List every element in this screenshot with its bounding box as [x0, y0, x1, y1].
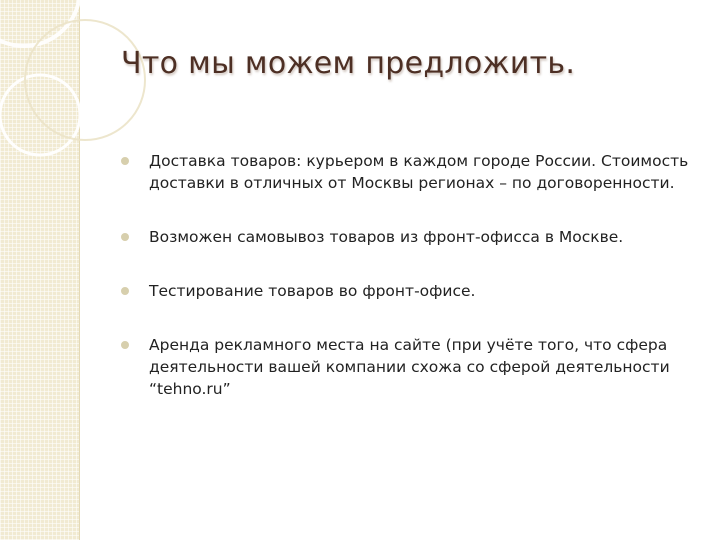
- slide-title: Что мы можем предложить.: [121, 46, 576, 81]
- bullet-text: Тестирование товаров во фронт-офисе.: [149, 282, 476, 300]
- bullet-dot-icon: [121, 287, 129, 295]
- bullet-text: Возможен самовывоз товаров из фронт-офисса в Москве.: [149, 228, 624, 246]
- bullet-text: Аренда рекламного места на сайте (при учёте того, что сфера деятельности вашей компании схожа со сферой деятельности “tehno.ru”: [149, 336, 670, 398]
- bullet-item-testing: [120, 280, 700, 302]
- bullet-item-advertising: [120, 334, 700, 400]
- bullet-item-pickup: [120, 226, 700, 248]
- bullet-item-delivery: [120, 150, 700, 194]
- bullet-dot-icon: [121, 157, 129, 165]
- bullet-text: Доставка товаров: курьером в каждом городе России. Стоимость доставки в отличных от Москвы регионах – по договоренности.: [149, 152, 689, 192]
- bullet-dot-icon: [121, 233, 129, 241]
- bullet-dot-icon: [121, 341, 129, 349]
- bullet-list: [120, 150, 700, 432]
